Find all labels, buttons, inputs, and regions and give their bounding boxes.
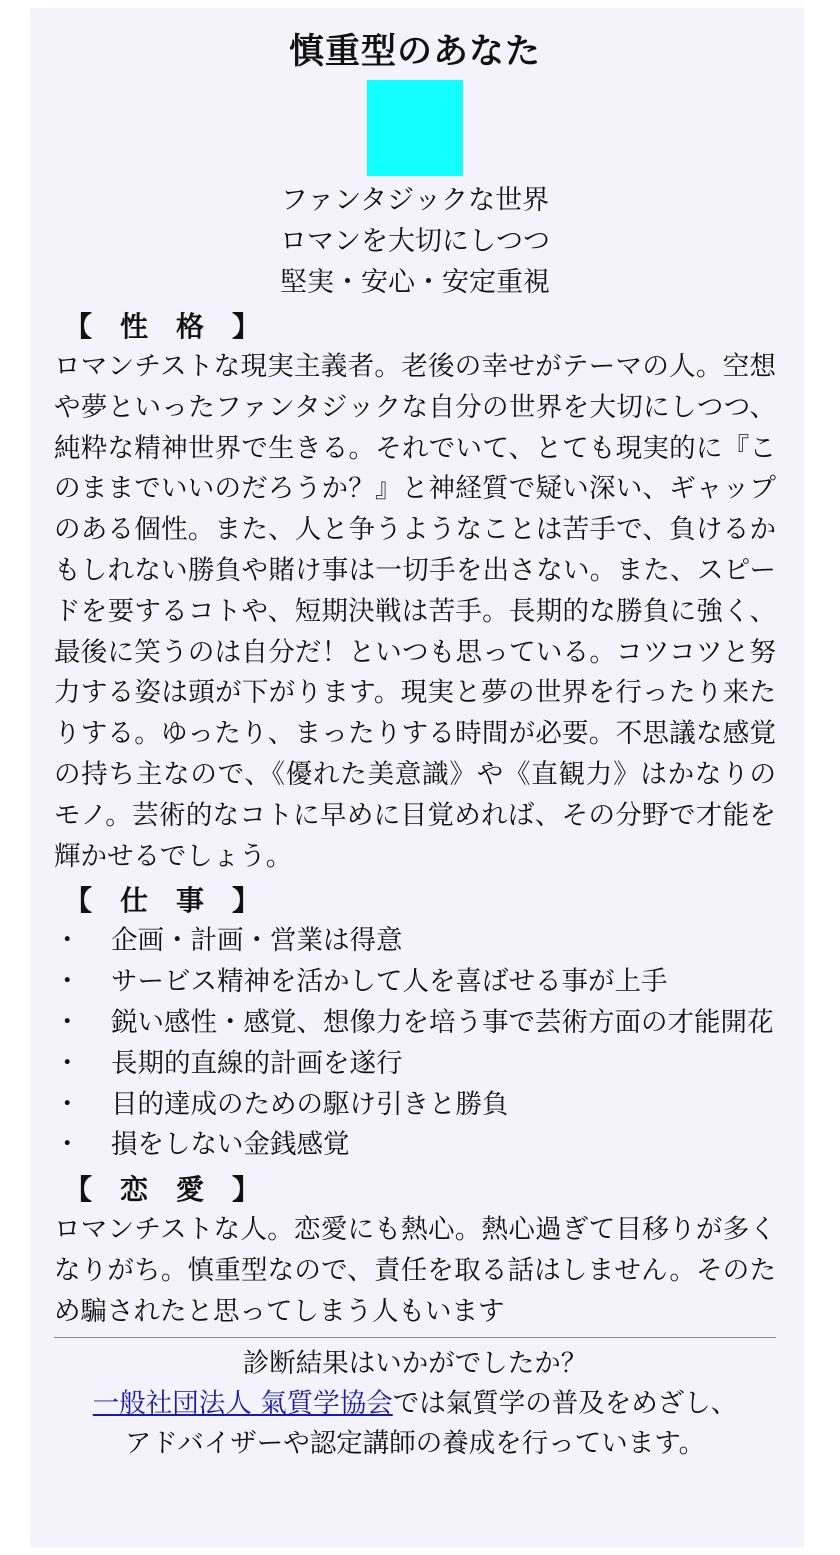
bullet-mark: ・: [54, 966, 81, 998]
footer-question: 診断結果はいかがでしたか？: [242, 1347, 588, 1379]
bullet-mark: ・: [54, 1088, 81, 1120]
footer-after-link: では氣質学の普及をめざし、: [392, 1387, 738, 1419]
bullet-mark: ・: [54, 1006, 81, 1038]
result-title: 慎重型のあなた: [288, 31, 541, 72]
divider: [54, 1337, 776, 1338]
work-heading: 【 仕 事 】: [64, 884, 261, 918]
love-text: ロマンチストな人。恋愛にも熱心。熱心過ぎて目移りが多くなりがち。慎重型なので、責任を取る話はしません。そのため騙されたと思ってしまう人もいます: [54, 1214, 776, 1327]
subtitle-line-3: 堅実・安心・安定重視: [280, 267, 550, 298]
footer-association-line: [54, 1384, 776, 1424]
footer-line-2: アドバイザーや認定講師の養成を行っています。: [124, 1427, 706, 1459]
work-list: [54, 921, 776, 1166]
list-item: [54, 1003, 776, 1044]
work-item-text: 企画・計画・営業は得意: [111, 925, 403, 957]
list-item: [54, 1125, 776, 1166]
list-item: [54, 921, 776, 962]
list-item: [54, 1044, 776, 1085]
bullet-mark: ・: [54, 1129, 81, 1161]
work-item-text: 長期的直線的計画を遂行: [111, 1047, 403, 1079]
bullet-mark: ・: [54, 925, 81, 957]
subtitle-line-2: ロマンを大切にしつつ: [280, 226, 550, 257]
list-item: [54, 1085, 776, 1126]
work-item-text: 鋭い感性・感覚、想像力を培う事で芸術方面の才能開花: [111, 1006, 774, 1038]
work-item-text: 損をしない金銭感覚: [111, 1129, 350, 1161]
subtitle-line-1: ファンタジックな世界: [280, 185, 550, 216]
result-card: [30, 8, 804, 1547]
color-swatch: [367, 80, 463, 176]
personality-text: ロマンチストな現実主義者。老後の幸せがテーマの人。空想や夢といったファンタジックな自分の世界を大切にしつつ、純粋な精神世界で生きる。それでいて、とても現実的に『このままでいいのだろうか？』と神経質で疑い深い、ギャップのある個性。また、人と争うようなことは苦手で、負けるかもしれない勝負や賭け事は一切手を出さない。また、スピードを要するコトや、短期決戦は苦手。長期的な勝負に強く、最後に笑うのは自分だ！といつも思っている。コツコツと努力する姿は頭が下がります。現実と夢の世界を行ったり来たりする。ゆったり、まったりする時間が必要。不思議な感覚の持ち主なので、《優れた美意識》や《直観力》はかなりのモノ。芸術的なコトに早めに目覚めれば、その分野で才能を輝かせるでしょう。: [54, 351, 776, 872]
bullet-mark: ・: [54, 1047, 81, 1079]
association-link[interactable]: 一般社団法人 氣質学協会: [92, 1387, 393, 1419]
work-item-text: 目的達成のための駆け引きと勝負: [111, 1088, 509, 1120]
list-item: [54, 962, 776, 1003]
work-item-text: サービス精神を活かして人を喜ばせる事が上手: [111, 966, 668, 998]
personality-heading: 【 性 格 】: [64, 310, 261, 343]
love-heading: 【 恋 愛 】: [64, 1173, 261, 1207]
